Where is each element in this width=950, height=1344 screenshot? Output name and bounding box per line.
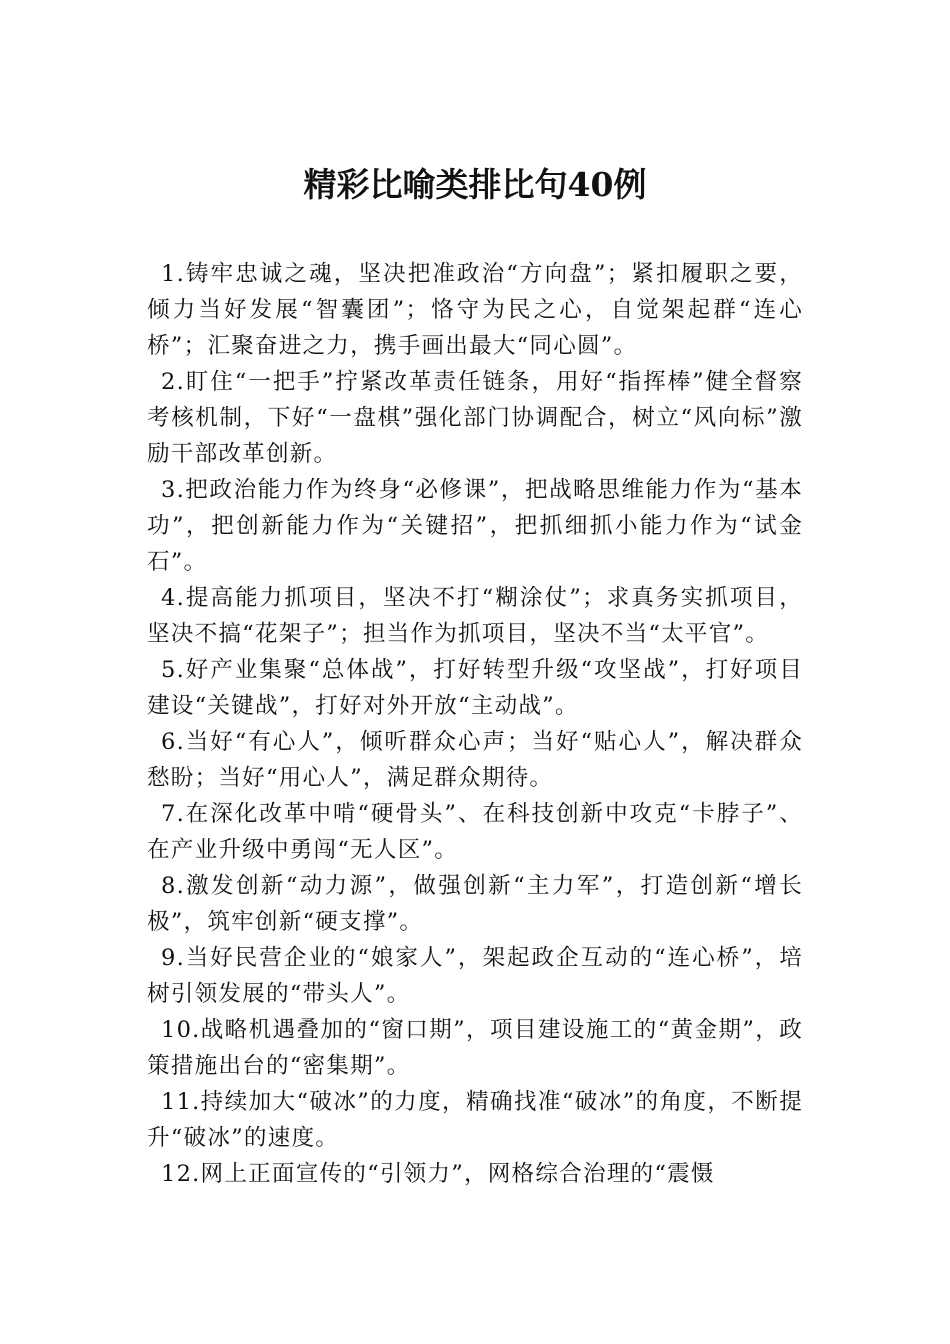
- list-item-8: 8.激发创新“动力源”，做强创新“主力军”，打造创新“增长极”，筑牢创新“硬支撑”。: [147, 873, 803, 935]
- document-title: 精彩比喻类排比句40例: [303, 165, 647, 204]
- list-item-2: 2.盯住“一把手”拧紧改革责任链条，用好“指挥棒”健全督察考核机制，下好“一盘棋”强化部门协调配合，树立“风向标”激励干部改革创新。: [147, 369, 803, 467]
- list-item-12: 12.网上正面宣传的“引领力”，网格综合治理的“震慑: [161, 1161, 715, 1187]
- list-item-5: 5.好产业集聚“总体战”，打好转型升级“攻坚战”，打好项目建设“关键战”，打好对外开放“主动战”。: [147, 657, 803, 719]
- list-item-6: 6.当好“有心人”，倾听群众心声；当好“贴心人”，解决群众愁盼；当好“用心人”，满足群众期待。: [147, 729, 803, 791]
- list-item-1: 1.铸牢忠诚之魂，坚决把准政治“方向盘”；紧扣履职之要，倾力当好发展“智囊团”；恪守为民之心，自觉架起群“连心桥”；汇聚奋进之力，携手画出最大“同心圆”。: [147, 261, 803, 359]
- list-item-4: 4.提高能力抓项目，坚决不打“糊涂仗”；求真务实抓项目，坚决不搞“花架子”；担当作为抓项目，坚决不当“太平官”。: [147, 585, 803, 647]
- list-item-11: 11.持续加大“破冰”的力度，精确找准“破冰”的角度，不断提升“破冰”的速度。: [147, 1089, 803, 1151]
- list-item-3: 3.把政治能力作为终身“必修课”，把战略思维能力作为“基本功”，把创新能力作为“关键招”，把抓细抓小能力作为“试金石”。: [147, 477, 803, 575]
- list-item-10: 10.战略机遇叠加的“窗口期”，项目建设施工的“黄金期”，政策措施出台的“密集期”。: [147, 1017, 803, 1079]
- item-list: [147, 256, 803, 1192]
- list-item-9: 9.当好民营企业的“娘家人”，架起政企互动的“连心桥”，培树引领发展的“带头人”。: [147, 945, 803, 1007]
- list-item-7: 7.在深化改革中啃“硬骨头”、在科技创新中攻克“卡脖子”、在产业升级中勇闯“无人区”。: [147, 801, 803, 863]
